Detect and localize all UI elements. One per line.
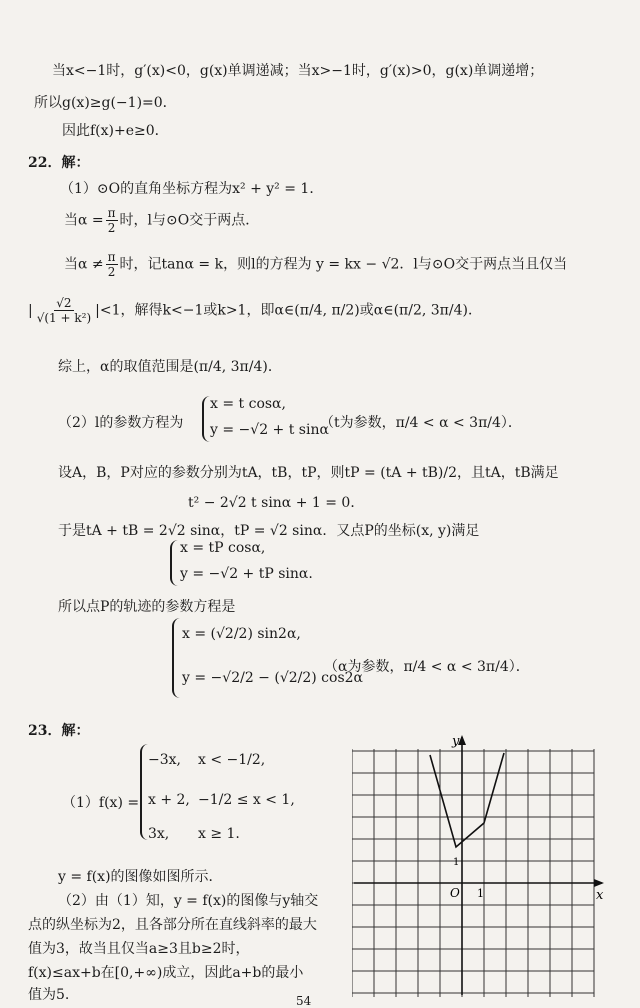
frac-den: √(1 + k²) (36, 311, 92, 325)
q23-p2-line5: 值为5. (28, 987, 70, 1003)
q22-p10-row2: y = −√2/2 − (√2/2) cos2α (182, 670, 363, 686)
q23-p2-line2: 点的纵坐标为2，且各部分所在直线斜率的最大 (28, 917, 317, 933)
q22-p2-post: 时，l与⊙O交于两点． (119, 212, 260, 229)
case3-expr: 3x, (148, 826, 170, 842)
x-tick-1-label: 1 (477, 887, 484, 900)
q22-header: 22．解： (28, 155, 90, 171)
q22-p2-pre: 当α = (64, 212, 104, 229)
q22-p10: 所以点P的轨迹的参数方程是 (58, 599, 236, 615)
case1-cond: x < −1/2, (198, 752, 266, 768)
frac-den: 2 (107, 221, 116, 235)
frac-num: √2 (56, 296, 72, 310)
brace (170, 540, 178, 586)
y-tick-1-label: 1 (453, 857, 460, 868)
q23-p2-line3: 值为3，故当且仅当a≥3且b≥2时， (28, 941, 250, 957)
case3-cond: x ≥ 1. (198, 826, 240, 842)
q22-p3-post: 时，记tanα = k，则l的方程为 y = kx − √2．l与⊙O交于两点当且仅当 (119, 256, 568, 273)
q22-p10-row1: x = (√2/2) sin2α, (182, 626, 301, 642)
frac-den: 2 (107, 265, 116, 279)
abs-bar-left: | (28, 302, 33, 319)
q23-p2-line4: f(x)≤ax+b在[0,+∞)成立，因此a+b的最小 (28, 965, 304, 981)
brace (140, 744, 148, 840)
function-line (430, 753, 504, 847)
pi-over-2-frac (106, 250, 118, 279)
case2-cond: −1/2 ≤ x < 1, (198, 792, 295, 808)
q22-p4 (28, 296, 482, 325)
q23-header: 23．解： (28, 723, 90, 739)
s21-line1: 当x<−1时，g′(x)<0，g(x)单调递减；当x>−1时，g′(x)>0，g(x)单调递增； (52, 63, 544, 79)
q22-p3 (64, 250, 567, 279)
graph-note: y = f(x)的图像如图所示． (58, 869, 223, 885)
q22-p3-pre: 当α ≠ (64, 256, 104, 273)
q23-f-label: （1）f(x) = (62, 795, 140, 811)
s21-line2: 所以g(x)≥g(−1)=0． (34, 95, 177, 111)
q23-p2-line1: （2）由（1）知，y = f(x)的图像与y轴交 (58, 893, 319, 909)
q22-p6-row2: y = −√2 + t sinα (210, 422, 329, 438)
q22-p6-post: （t为参数，π/4 < α < 3π/4）． (320, 415, 522, 431)
frac-num: π (107, 206, 116, 220)
brace (202, 396, 210, 442)
q22-p6-pre: （2）l的参数方程为 (58, 415, 184, 431)
grid (352, 749, 594, 997)
q22-p2 (64, 206, 259, 235)
x-axis-label: x (596, 888, 604, 903)
q22-p4-post: |<1，解得k<−1或k>1，即α∈(π/4, π/2)或α∈(π/2, 3π/4)． (95, 302, 482, 319)
s21-line3: 因此f(x)+e≥0． (62, 123, 169, 139)
q22-p9-row2: y = −√2 + tP sinα. (180, 566, 313, 582)
y-axis-label: y (452, 734, 460, 749)
function-graph (352, 733, 608, 1001)
case2-expr: x + 2, (148, 792, 190, 808)
x-axis-arrow (594, 879, 604, 887)
brace (172, 618, 180, 698)
q22-p9: 于是tA + tB = 2√2 sinα，tP = √2 sinα．又点P的坐标(x, y)满足 (58, 523, 480, 539)
frac-num: π (107, 250, 116, 264)
q22-p10-post: （α为参数，π/4 < α < 3π/4）． (324, 659, 530, 675)
q22-p8: t² − 2√2 t sinα + 1 = 0． (188, 495, 365, 511)
case1-expr: −3x, (148, 752, 181, 768)
q22-p5: 综上，α的取值范围是(π/4, 3π/4)． (58, 359, 282, 375)
q22-p7: 设A，B，P对应的参数分别为tA，tB，tP，则tP = (tA + tB)/2，且tA，tB满足 (58, 465, 559, 481)
q22-p9-row1: x = tP cosα, (180, 540, 266, 556)
q22-p1: （1）⊙O的直角坐标方程为x² + y² = 1． (60, 181, 324, 197)
origin-label: O (450, 886, 460, 900)
page-number: 54 (296, 994, 312, 1008)
pi-over-2-frac (106, 206, 118, 235)
abs-frac (35, 296, 93, 325)
q22-p6-row1: x = t cosα, (210, 396, 286, 412)
